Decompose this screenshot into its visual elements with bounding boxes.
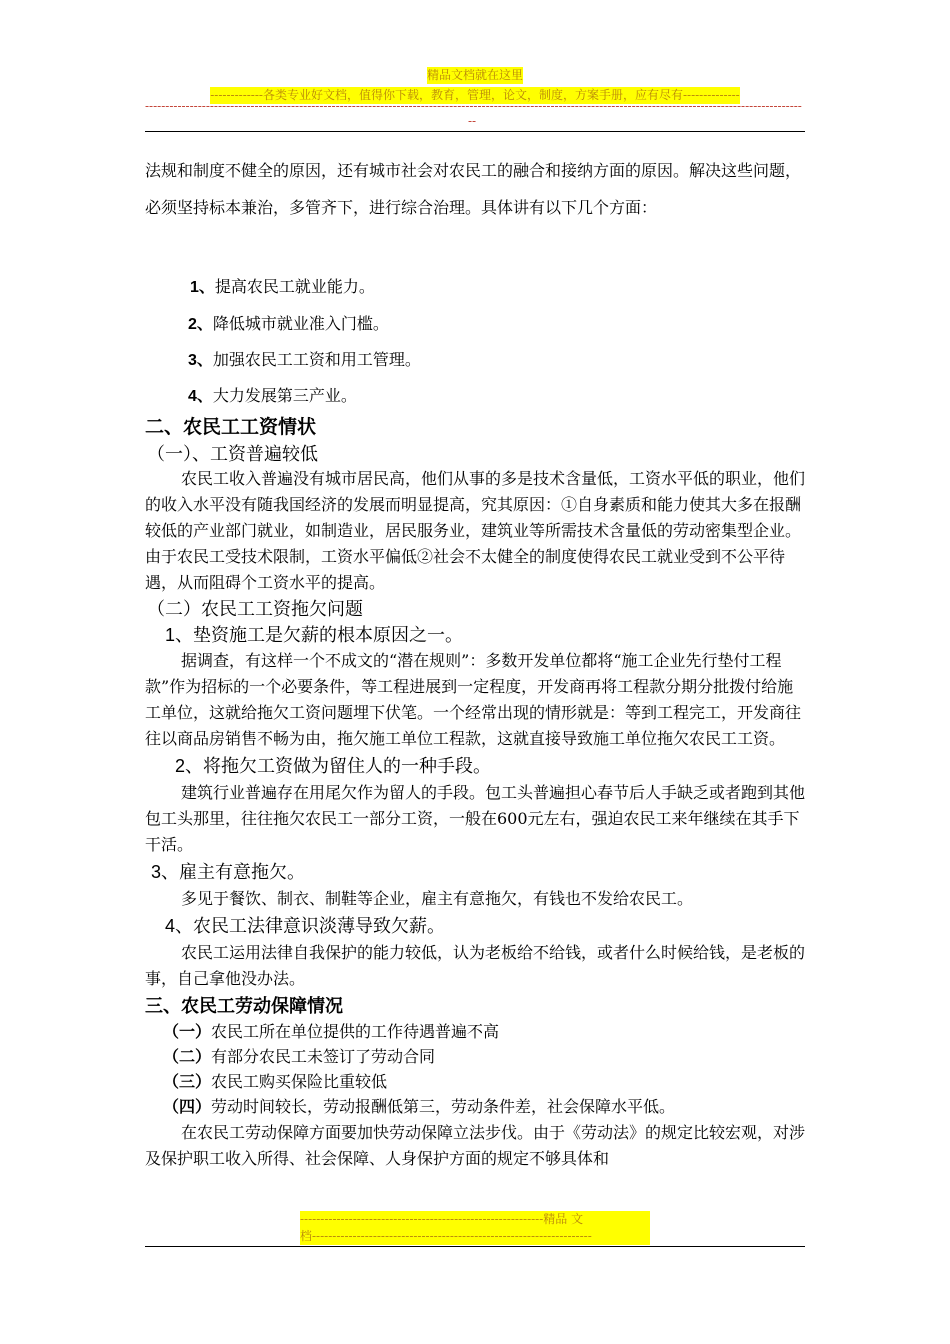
point-2-title: 2、将拖欠工资做为留住人的一种手段。	[175, 756, 492, 776]
section-3-item-3	[163, 1070, 805, 1095]
page-header	[145, 64, 805, 104]
header-subtitle: -------------各类专业好文档，值得你下载，教育，管理，论文，制度，方案手册，应有尽有--------------	[210, 88, 740, 102]
intro-item-3	[188, 347, 421, 370]
item-number: （二）	[163, 1049, 212, 1066]
footer-line-1: ------------------------------------------------------------精品 文	[300, 1211, 650, 1228]
item-number: （一）	[163, 1024, 212, 1041]
footer-line-2: 档---------------------------------------------------------------------	[300, 1228, 650, 1245]
intro-item-4	[188, 383, 357, 406]
point-2-para: 建筑行业普遍存在用尾欠作为留人的手段。包工头普遍担心春节后人手缺乏或者跑到其他包工头那里，往往拖欠农民工一部分工资，一般在600元左右，强迫农民工来年继续在其手下干活。	[145, 783, 806, 854]
intro-item-2	[188, 311, 389, 334]
section-2-sub1-heading: （一）、工资普遍较低	[147, 444, 318, 464]
point-4-para: 农民工运用法律自我保护的能力较低，认为老板给不给钱，或者什么时候给钱，是老板的事，自己拿他没办法。	[145, 943, 806, 988]
header-dash-line: ------------------------------------------------------------------------------------------------------------------------------------------------------------------	[145, 99, 802, 113]
intro-text: 法规和制度不健全的原因，还有城市社会对农民工的融合和接纳方面的原因。解决这些问题，必须坚持标本兼治，多管齐下，进行综合治理。具体讲有以下几个方面：	[145, 161, 802, 217]
header-dash-tail: --	[468, 114, 477, 128]
item-number: （三）	[163, 1074, 212, 1091]
section-2	[145, 414, 805, 1172]
point-1-title: 1、垫资施工是欠薪的根本原因之一。	[165, 625, 464, 645]
item-number: 4、	[188, 388, 213, 405]
intro-paragraph	[145, 152, 805, 226]
item-number: 1、	[190, 279, 215, 296]
point-4-title: 4、农民工法律意识淡薄导致欠薪。	[165, 916, 446, 936]
section-3-item-1	[163, 1020, 805, 1045]
point-1-para: 据调查，有这样一个不成文的“潜在规则”：多数开发单位都将“施工企业先行垫付工程款”作为招标的一个必要条件，等工程进展到一定程度，开发商再将工程款分期分批拨付给施工单位，这就给拖欠工资问题埋下伏笔。一个经常出现的情形就是：等到工程完工，开发商往往以商品房销售不畅为由，拖欠施工单位工程款，这就直接导致施工单位拖欠农民工工资。	[145, 651, 802, 748]
point-3-title: 3、雇主有意拖欠。	[151, 862, 306, 882]
section-3-item-2	[163, 1045, 805, 1070]
item-text: 降低城市就业准入门槛。	[212, 314, 389, 333]
item-text: 加强农民工工资和用工管理。	[212, 350, 421, 369]
header-rule	[145, 131, 805, 132]
section-2-heading: 二、农民工工资情状	[145, 417, 317, 438]
item-text: 大力发展第三产业。	[212, 386, 357, 405]
section-2-sub2-heading: （二）农民工工资拖欠问题	[147, 599, 363, 619]
section-3-heading: 三、农民工劳动保障情况	[145, 996, 343, 1016]
item-number: （四）	[163, 1099, 212, 1116]
section-2-sub1-para: 农民工收入普遍没有城市居民高，他们从事的多是技术含量低，工资水平低的职业，他们的收入水平没有随我国经济的发展而明显提高，究其原因：①自身素质和能力使其大多在报酬较低的产业部门就业，如制造业，居民服务业，建筑业等所需技术含量低的劳动密集型企业。由于农民工受技术限制，工资水平偏低②社会不太健全的制度使得农民工就业受到不公平待遇，从而阻碍个工资水平的提高。	[145, 469, 806, 592]
item-number: 3、	[188, 352, 213, 369]
item-text: 提高农民工就业能力。	[214, 277, 375, 296]
point-3-para: 多见于餐饮、制衣、制鞋等企业，雇主有意拖欠，有钱也不发给农民工。	[181, 889, 694, 908]
intro-item-1	[190, 274, 375, 297]
footer-rule	[145, 1246, 805, 1247]
section-3-item-4	[163, 1095, 805, 1120]
section-3-para: 在农民工劳动保障方面要加快劳动保障立法步伐。由于《劳动法》的规定比较宏观，对涉及保护职工收入所得、社会保障、人身保护方面的规定不够具体和	[145, 1123, 806, 1168]
page-footer	[300, 1211, 650, 1245]
item-text: 农民工所在单位提供的工作待遇普遍不高	[211, 1022, 500, 1041]
item-text: 农民工购买保险比重较低	[211, 1072, 388, 1091]
item-text: 劳动时间较长，劳动报酬低第三，劳动条件差，社会保障水平低。	[211, 1097, 676, 1116]
header-title: 精品文档就在这里	[426, 68, 523, 82]
item-text: 有部分农民工未签订了劳动合同	[211, 1047, 436, 1066]
item-number: 2、	[188, 316, 213, 333]
